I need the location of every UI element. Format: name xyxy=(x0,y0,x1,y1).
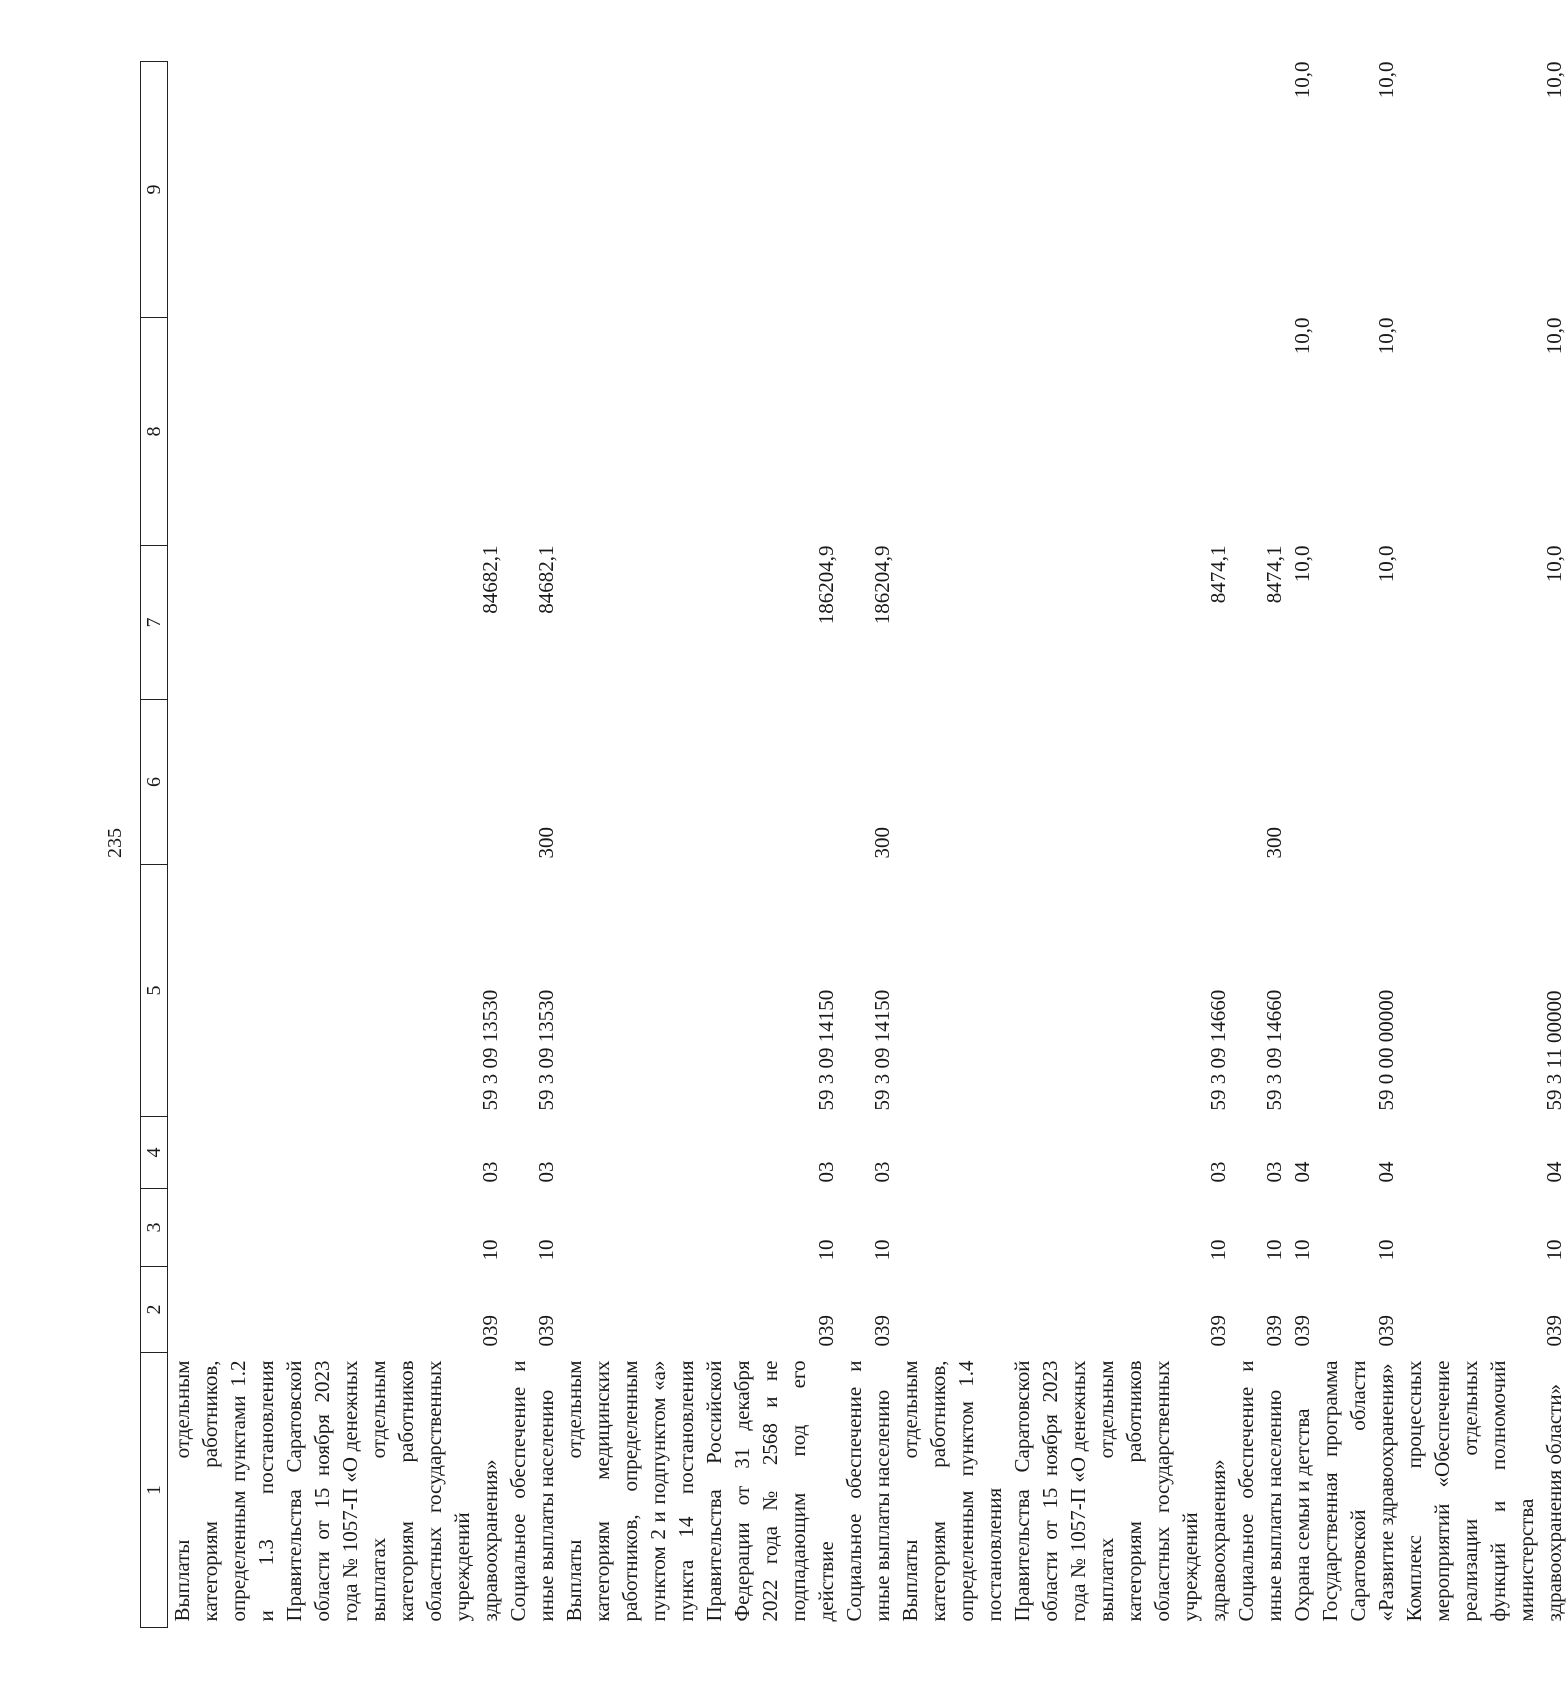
header-col-8: 8 xyxy=(141,318,168,546)
row-name: Охрана семьи и детства xyxy=(1290,1408,1314,1622)
row-code-3: 10 xyxy=(1262,1239,1286,1261)
row-name: Выплаты отдельным категориям работников, определенным пунктом 1.4 постановления Правительства Саратовской области от 15 ноября 2023 года № 1057-П «О денежных выплатах отдельным категориям работников областных государственных учреждений здравоохранения» xyxy=(898,1360,1230,1622)
row-sum-9 xyxy=(168,62,505,318)
row-name: Государственная программа Саратовской области «Развитие здравоохранения» xyxy=(1318,1360,1398,1622)
row-code-2: 039 xyxy=(1374,1315,1398,1347)
header-col-9: 9 xyxy=(141,62,168,318)
table-row xyxy=(504,62,560,1628)
row-code-3: 10 xyxy=(814,1239,838,1261)
table-row xyxy=(1288,62,1316,1628)
row-name: Выплаты отдельным категориям медицинских работников, определенным пунктом 2 и подпунктом «а» пункта 14 постановления Правительства Российской Федерации от 31 декабря 2022 года № 2568 и не подпадающим под его действие xyxy=(562,1360,838,1622)
row-name: Выплаты отдельным категориям работников, определенным пунктами 1.2 и 1.3 постановления Правительства Саратовской области от 15 ноября 2023 года № 1057-П «О денежных выплатах отдельным категориям работников областных государственных учреждений здравоохранения» xyxy=(170,1360,502,1622)
table-row xyxy=(1316,62,1400,1628)
row-code-5 xyxy=(1288,865,1316,1117)
table-row xyxy=(1400,62,1568,1628)
header-col-5: 5 xyxy=(141,865,168,1117)
row-sum-7: 186204,9 xyxy=(870,545,894,625)
row-sum-9 xyxy=(1232,62,1288,318)
row-sum-8 xyxy=(504,318,560,546)
row-sum-9: 10,0 xyxy=(1542,61,1566,99)
row-sum-7: 84682,1 xyxy=(534,545,558,614)
row-name: Комплекс процессных мероприятий «Обеспечение реализации отдельных функций и полномочий министерства здравоохранения области» xyxy=(1402,1360,1566,1622)
row-code-4: 04 xyxy=(1374,1161,1398,1183)
row-sum-7: 8474,1 xyxy=(1262,545,1286,604)
budget-table-rotated xyxy=(140,61,1566,1628)
row-code-3: 10 xyxy=(478,1239,502,1261)
row-sum-8: 10,0 xyxy=(1374,317,1398,355)
row-code-6 xyxy=(1316,700,1400,865)
row-name: Социальное обеспечение и иные выплаты населению xyxy=(506,1360,558,1622)
row-code-5: 59 3 09 13530 xyxy=(534,989,558,1111)
row-sum-9 xyxy=(840,62,896,318)
row-code-2: 039 xyxy=(1206,1315,1230,1347)
row-code-3: 10 xyxy=(534,1239,558,1261)
row-sum-7: 84682,1 xyxy=(478,545,502,614)
row-code-2: 039 xyxy=(814,1315,838,1347)
row-code-5: 59 3 09 13530 xyxy=(478,989,502,1111)
row-sum-8: 10,0 xyxy=(1542,317,1566,355)
row-code-5: 59 3 09 14660 xyxy=(1206,989,1230,1111)
row-code-3: 10 xyxy=(1542,1239,1566,1261)
row-code-6: 300 xyxy=(870,827,894,859)
table-row xyxy=(1232,62,1288,1628)
header-col-7: 7 xyxy=(141,546,168,700)
row-code-2: 039 xyxy=(870,1315,894,1347)
row-code-6 xyxy=(896,700,1232,865)
row-code-2: 039 xyxy=(1542,1315,1566,1347)
row-sum-8 xyxy=(168,318,505,546)
table-body xyxy=(168,62,1568,1628)
row-code-4: 04 xyxy=(1542,1161,1566,1183)
row-code-6 xyxy=(168,700,505,865)
row-code-4: 03 xyxy=(478,1161,502,1183)
row-code-2: 039 xyxy=(1262,1315,1286,1347)
row-code-4: 04 xyxy=(1290,1161,1314,1183)
table-row xyxy=(896,62,1232,1628)
header-col-4: 4 xyxy=(141,1117,168,1189)
row-sum-9 xyxy=(560,62,840,318)
row-code-3: 10 xyxy=(1374,1239,1398,1261)
row-sum-9 xyxy=(504,62,560,318)
row-sum-8 xyxy=(560,318,840,546)
row-sum-7: 8474,1 xyxy=(1206,545,1230,604)
row-code-6 xyxy=(1400,700,1568,865)
row-code-2: 039 xyxy=(478,1315,502,1347)
row-code-5: 59 3 09 14660 xyxy=(1262,989,1286,1111)
row-sum-8 xyxy=(896,318,1232,546)
row-sum-9: 10,0 xyxy=(1374,61,1398,99)
row-code-3: 10 xyxy=(870,1239,894,1261)
row-name: Социальное обеспечение и иные выплаты населению xyxy=(1234,1360,1286,1622)
row-code-5: 59 3 09 14150 xyxy=(870,989,894,1111)
table-row xyxy=(840,62,896,1628)
row-code-4: 03 xyxy=(534,1161,558,1183)
row-sum-9: 10,0 xyxy=(1290,61,1314,99)
row-code-5: 59 3 11 00000 xyxy=(1542,990,1566,1111)
header-col-3: 3 xyxy=(141,1189,168,1267)
row-code-5: 59 3 09 14150 xyxy=(814,989,838,1111)
row-sum-8 xyxy=(840,318,896,546)
header-col-2: 2 xyxy=(141,1267,168,1353)
row-sum-7: 10,0 xyxy=(1542,545,1566,583)
header-col-6: 6 xyxy=(141,700,168,865)
row-code-4: 03 xyxy=(1262,1161,1286,1183)
row-code-3: 10 xyxy=(1290,1239,1314,1261)
row-code-4: 03 xyxy=(870,1161,894,1183)
row-code-5: 59 0 00 00000 xyxy=(1374,989,1398,1111)
budget-table xyxy=(140,61,1568,1628)
row-code-4: 03 xyxy=(1206,1161,1230,1183)
row-sum-7: 186204,9 xyxy=(814,545,838,625)
table-row xyxy=(560,62,840,1628)
row-code-6 xyxy=(1288,700,1316,865)
row-code-6 xyxy=(560,700,840,865)
row-code-2: 039 xyxy=(1290,1315,1314,1347)
row-sum-8: 10,0 xyxy=(1290,317,1314,355)
row-code-2: 039 xyxy=(534,1315,558,1347)
table-header xyxy=(141,62,168,1628)
table-row xyxy=(168,62,505,1628)
row-sum-8 xyxy=(1232,318,1288,546)
row-code-6: 300 xyxy=(534,827,558,859)
row-code-3: 10 xyxy=(1206,1239,1230,1261)
row-code-6: 300 xyxy=(1262,827,1286,859)
row-name: Социальное обеспечение и иные выплаты населению xyxy=(842,1360,894,1622)
row-code-4: 03 xyxy=(814,1161,838,1183)
page-number: 235 xyxy=(104,828,126,858)
header-col-1: 1 xyxy=(141,1353,168,1628)
row-sum-9 xyxy=(896,62,1232,318)
row-sum-7: 10,0 xyxy=(1290,545,1314,583)
row-sum-7: 10,0 xyxy=(1374,545,1398,583)
